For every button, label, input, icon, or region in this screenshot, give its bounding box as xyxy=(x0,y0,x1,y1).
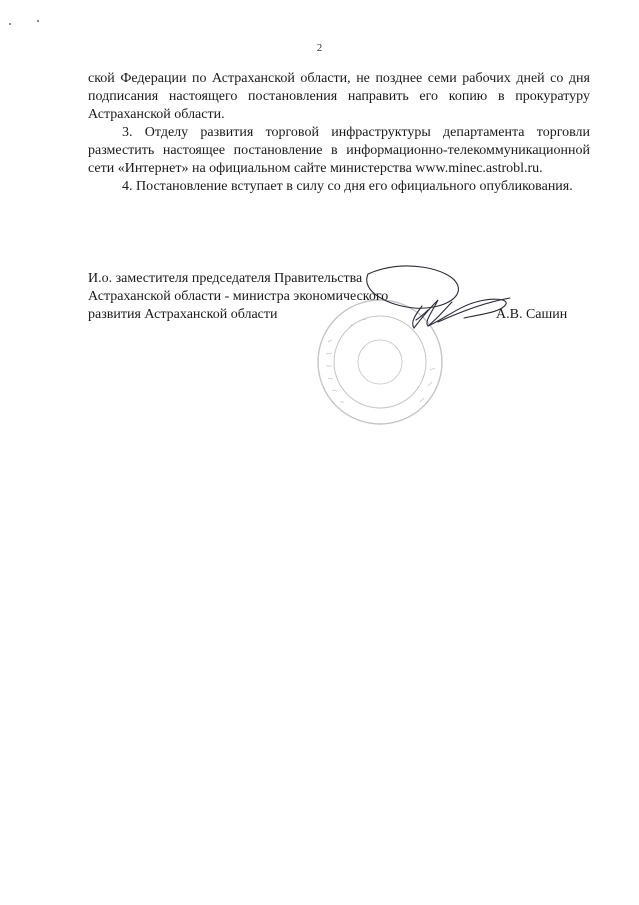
position-line: развития Астраханской области xyxy=(88,307,278,322)
page-number: 2 xyxy=(316,42,323,54)
document-body xyxy=(88,70,590,196)
signer-name: А.В. Сашин xyxy=(496,307,568,322)
scan-speck xyxy=(9,23,11,25)
position-line: Астраханской области - министра экономического xyxy=(88,289,389,304)
paragraph-continuation: ской Федерации по Астраханской области, не позднее семи рабочих дней со дня подписания настоящего постановления направить его копию в прокуратуру Астраханской области. xyxy=(88,71,590,122)
scan-speck xyxy=(37,20,39,22)
seal-icon xyxy=(318,300,442,424)
handwritten-signature-icon xyxy=(367,266,510,328)
paragraph-3: 3. Отделу развития торговой инфраструктуры департамента торговли разместить настоящее постановление в информационно-телекоммуникационной сети «Интернет» на официальном сайте министерства www.minec.astrobl.ru. xyxy=(88,125,590,176)
position-line: И.о. заместителя председателя Правительства xyxy=(88,271,363,286)
paragraph-4: 4. Постановление вступает в силу со дня его официального опубликования. xyxy=(122,179,573,194)
official-stamp-and-signature xyxy=(310,262,520,452)
